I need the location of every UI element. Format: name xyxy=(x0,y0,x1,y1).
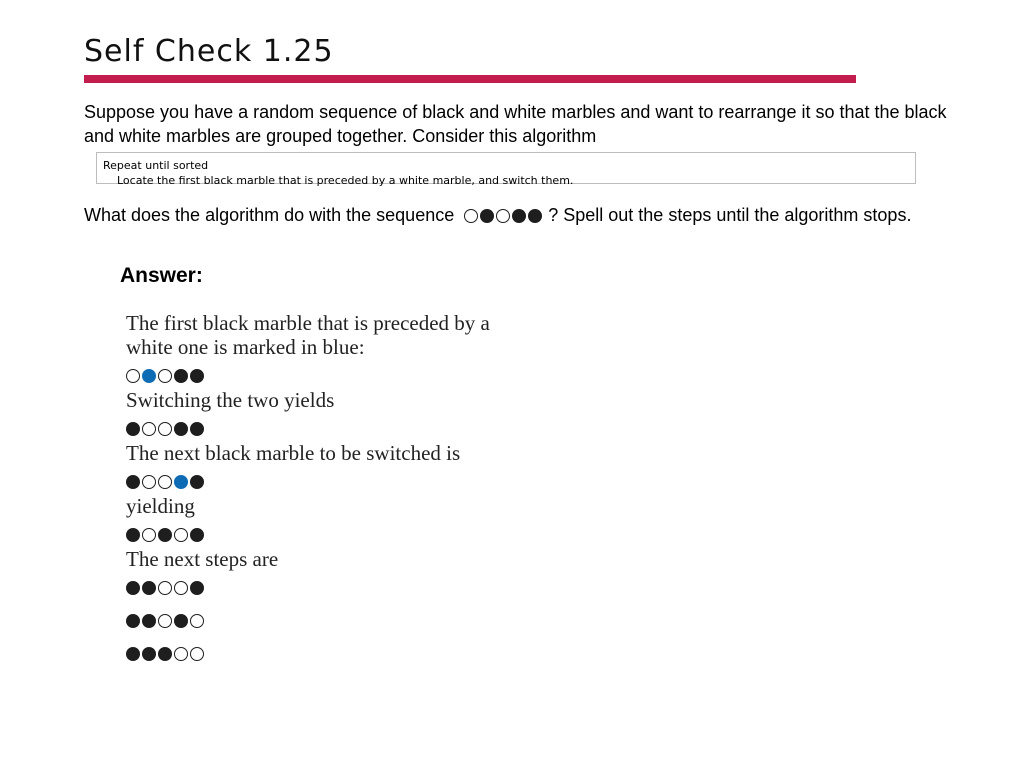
white-marble xyxy=(158,475,172,489)
white-marble xyxy=(126,369,140,383)
black-marble xyxy=(480,209,494,223)
white-marble xyxy=(158,369,172,383)
title-underline xyxy=(84,75,856,83)
black-marble xyxy=(190,475,204,489)
answer-line-2: white one is marked in blue: xyxy=(126,335,365,359)
black-marble xyxy=(142,647,156,661)
black-marble xyxy=(126,528,140,542)
answer-block xyxy=(126,311,490,670)
white-marble xyxy=(142,528,156,542)
intro-paragraph: Suppose you have a random sequence of black and white marbles and want to rearrange it so that the black and white marbles are grouped together. Consider this algorithm xyxy=(84,102,947,146)
blue-marble xyxy=(174,475,188,489)
black-marble xyxy=(126,475,140,489)
answer-next-switch-text: The next black marble to be switched is xyxy=(126,441,461,465)
black-marble xyxy=(142,614,156,628)
black-marble xyxy=(158,528,172,542)
marble-sequence-step-7 xyxy=(126,637,490,670)
white-marble xyxy=(190,647,204,661)
question-text-after: ? Spell out the steps until the algorithm stops. xyxy=(548,205,912,225)
white-marble xyxy=(174,647,188,661)
marble-sequence-step-5 xyxy=(126,571,490,604)
white-marble xyxy=(496,209,510,223)
black-marble xyxy=(126,614,140,628)
answer-line-1: The first black marble that is preceded by a xyxy=(126,311,490,335)
black-marble xyxy=(512,209,526,223)
question-paragraph xyxy=(84,203,954,229)
white-marble xyxy=(190,614,204,628)
black-marble xyxy=(158,647,172,661)
white-marble xyxy=(464,209,478,223)
marble-sequence-step-6 xyxy=(126,604,490,637)
black-marble xyxy=(190,581,204,595)
white-marble xyxy=(142,475,156,489)
question-text-before: What does the algorithm do with the sequence xyxy=(84,205,455,225)
answer-switching-text: Switching the two yields xyxy=(126,388,335,412)
black-marble xyxy=(126,647,140,661)
black-marble xyxy=(190,528,204,542)
black-marble xyxy=(126,581,140,595)
answer-yielding-text: yielding xyxy=(126,494,195,518)
black-marble xyxy=(126,422,140,436)
answer-next-steps-text: The next steps are xyxy=(126,547,279,571)
black-marble xyxy=(142,581,156,595)
answer-label: Answer: xyxy=(120,264,203,287)
question-marble-sequence xyxy=(464,205,544,229)
black-marble xyxy=(528,209,542,223)
white-marble xyxy=(158,581,172,595)
slide-title: Self Check 1.25 xyxy=(84,34,334,69)
black-marble xyxy=(190,422,204,436)
white-marble xyxy=(174,581,188,595)
algorithm-line-repeat: Repeat until sorted xyxy=(103,159,209,172)
white-marble xyxy=(158,422,172,436)
white-marble xyxy=(158,614,172,628)
white-marble xyxy=(174,528,188,542)
black-marble xyxy=(174,369,188,383)
black-marble xyxy=(174,422,188,436)
black-marble xyxy=(174,614,188,628)
title-underline-bar xyxy=(84,75,856,83)
black-marble xyxy=(190,369,204,383)
algorithm-box xyxy=(96,152,916,187)
algorithm-line-locate: Locate the first black marble that is preceded by a white marble, and switch them. xyxy=(117,174,574,187)
white-marble xyxy=(142,422,156,436)
blue-marble xyxy=(142,369,156,383)
